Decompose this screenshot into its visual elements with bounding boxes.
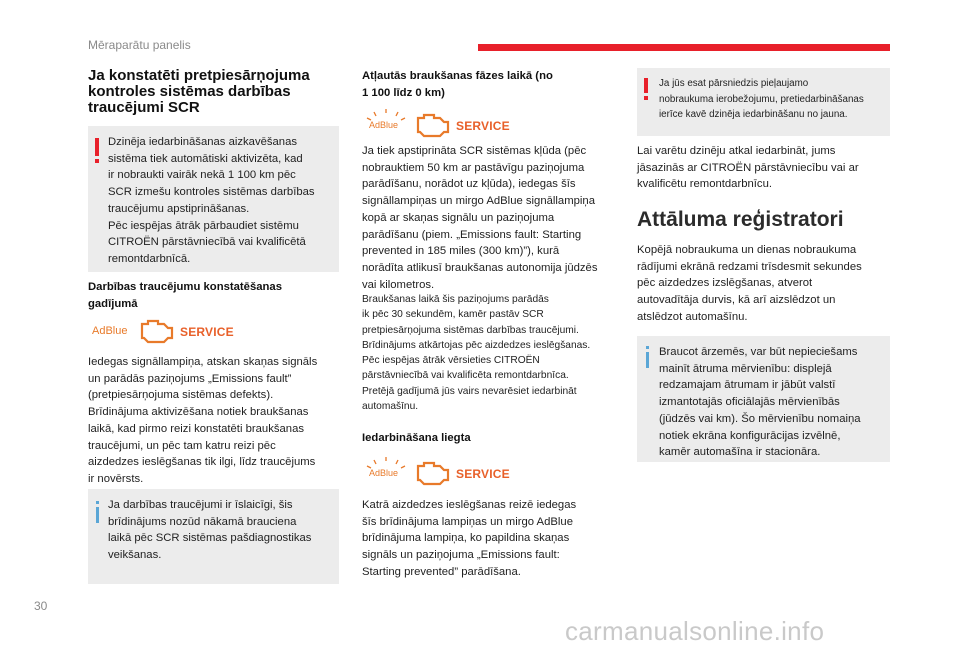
text-line: kopā ar skaņas signālu un paziņojuma xyxy=(362,211,555,224)
engine-icon xyxy=(412,110,452,140)
text-line: redzamajam ātrumam ir jābūt valstī xyxy=(659,379,836,392)
text-line: aizdedzes ieslēgšanas tik ilgi, līdz traucējums xyxy=(88,456,316,469)
text-line: izmantotajās oficiālajās mērvienībās xyxy=(659,396,840,409)
text-line: šīs brīdinājuma lampiņas un mirgo AdBlue xyxy=(362,515,573,528)
text-line: ik pēc 30 sekundēm, kamēr pastāv SCR xyxy=(362,309,544,321)
text-line: traucējumi, un pēc tam katru reizi pēc xyxy=(88,439,276,452)
text-line: Pēc iespējas ātrāk vērsieties CITROËN xyxy=(362,355,540,367)
text-line: remontdarbnīcā. xyxy=(108,252,191,265)
text-line: brīdinājums nozūd nākamā brauciena xyxy=(108,515,297,528)
text-line: veikšanas. xyxy=(108,549,162,562)
text-line: CITROËN pārstāvniecībā vai kvalificētā xyxy=(108,236,306,249)
col3-info-box xyxy=(637,336,890,462)
text-line: Pretējā gadījumā jūs vairs nevarēsiet iedarbināt xyxy=(362,385,577,397)
section-heading-line: kontroles sistēmas darbības xyxy=(88,83,291,100)
col2-subheading-1 xyxy=(362,68,612,101)
text-line: laikā pēc SCR sistēmas pašdiagnostikas xyxy=(108,532,312,545)
section-heading-line: traucējumi SCR xyxy=(88,99,200,116)
text-line: ir nobraukti vairāk nekā 1 100 km pēc xyxy=(108,169,296,182)
col2-body-1 xyxy=(362,143,622,293)
text-line: parādīšanu (piem. „Emissions fault: Starting xyxy=(362,228,582,241)
text-line: Ja tiek apstiprināta SCR sistēmas kļūda (pēc xyxy=(362,145,587,157)
subheading-line: 1 100 līdz 0 km) xyxy=(362,86,445,99)
text-line: parādīšanu, norādot uz kļūda), iedegas šīs xyxy=(362,178,576,191)
service-lamp-label: SERVICE xyxy=(180,325,234,339)
text-line: nobrauktiem 50 km ar pastāvīgu paziņojuma xyxy=(362,161,585,174)
col1-info-box xyxy=(88,489,339,584)
engine-icon xyxy=(136,316,176,346)
text-line: jāsazinās ar CITROËN pārstāvniecību vai ar xyxy=(637,161,859,174)
adblue-lamp-label: AdBlue xyxy=(369,468,399,478)
text-line: norādīta atlikusī braukšanas autonomija jūdzēs xyxy=(362,261,598,274)
text-line: (jūdzēs vai km). Šo mērvienību nomaiņa xyxy=(659,412,861,425)
text-line: Braukšanas laikā šis paziņojums parādās xyxy=(362,294,549,305)
text-line: Ja darbības traucējumi ir īslaicīgi, šis xyxy=(108,499,293,511)
text-line: mainīt ātruma mērvienību: displejā xyxy=(659,362,832,375)
subheading-line: Darbības traucējumu konstatēšanas xyxy=(88,281,282,293)
col3-body-1 xyxy=(637,143,897,193)
col1-heading xyxy=(88,68,348,116)
section-heading-odometers: Attāluma reģistratori xyxy=(637,208,844,231)
text-line: Katrā aizdedzes ieslēgšanas reizē iedegas xyxy=(362,499,577,511)
text-line: traucējumu apstiprināšanas. xyxy=(108,202,250,215)
text-line: Brīdinājums atkārtojas pēc aizdedzes ieslēgšanas. xyxy=(362,339,591,351)
col1-subheading xyxy=(88,279,348,312)
text-line: kamēr automašīna ir stacionāra. xyxy=(659,446,821,459)
text-line: automašīnu. xyxy=(362,401,419,413)
text-line: atslēdzot automašīnu. xyxy=(637,310,748,323)
col2-small-note xyxy=(362,292,622,414)
text-line: (pretpiesārņojuma sistēmas defekts). xyxy=(88,389,274,402)
text-line: Ja jūs esat pārsniedzis pieļaujamo xyxy=(659,78,809,89)
text-line: Dzinēja iedarbināšanas aizkavēšanas xyxy=(108,136,298,148)
adblue-lamp-label: AdBlue xyxy=(92,325,128,337)
text-line: sistēma tiek automātiski aktivizēta, kad xyxy=(108,152,303,165)
col2-warning-lamps-2 xyxy=(364,456,510,488)
text-line: Braucot ārzemēs, var būt nepieciešams xyxy=(659,346,858,358)
text-line: Starting prevented” parādīšana. xyxy=(362,565,521,578)
text-line: nobraukuma ierobežojumu, pretiedarbināšanas xyxy=(659,93,864,105)
text-line: Kopējā nobraukuma un dienas nobraukuma xyxy=(637,244,857,256)
text-line: Brīdinājuma aktivizēšana notiek braukšanas xyxy=(88,406,309,419)
text-line: prevented in 185 miles (300 km)”), kurā xyxy=(362,245,560,258)
text-line: autovadītāja durvis, kā arī aizslēdzot un xyxy=(637,294,836,307)
service-lamp-label: SERVICE xyxy=(456,119,510,133)
col2-body-2 xyxy=(362,497,622,581)
text-line: signāllampiņas un mirgo AdBlue signāllampiņa xyxy=(362,195,595,208)
subheading-line: Atļautās braukšanas fāzes laikā (no xyxy=(362,70,553,82)
subheading-line: gadījumā xyxy=(88,297,138,310)
text-line: brīdinājuma lampiņa, ko papildina skaņas xyxy=(362,532,570,545)
section-heading-line: Ja konstatēti pretpiesārņojuma xyxy=(88,67,310,84)
col3-warning-box xyxy=(637,68,890,136)
text-line: ierīce kavē dzinēja iedarbināšanu no jauna. xyxy=(659,109,848,120)
text-line: notiek ekrāna konfigurācijas izvēlnē, xyxy=(659,429,841,442)
col2-subheading-2: Iedarbināšana liegta xyxy=(362,432,471,444)
header-accent-bar xyxy=(478,44,890,51)
text-line: laikā, kad pirmo reizi konstatēti braukšanas xyxy=(88,422,304,435)
text-line: un parādās paziņojums „Emissions fault” xyxy=(88,372,292,385)
col1-body xyxy=(88,354,350,488)
text-line: pretpiesārņojuma sistēmas darbības traucējumi. xyxy=(362,324,579,336)
text-line: ir novērsts. xyxy=(88,472,144,485)
text-line: kvalificētu remontdarbnīcu. xyxy=(637,178,773,191)
engine-icon xyxy=(412,458,452,488)
col3-body-2 xyxy=(637,242,899,326)
col1-warning-lamps xyxy=(92,316,232,348)
col1-warning-box xyxy=(88,126,339,272)
text-line: rādījumi ekrānā redzami trīsdesmit sekundes xyxy=(637,260,862,273)
text-line: Lai varētu dzinēju atkal iedarbināt, jums xyxy=(637,145,836,157)
page-number: 30 xyxy=(34,599,48,613)
text-line: pārstāvniecībā vai kvalificēta remontdarbnīca. xyxy=(362,370,569,382)
col2-warning-lamps-1 xyxy=(364,108,510,140)
watermark-text: carmanualsonline.info xyxy=(565,616,825,646)
running-header: Mēraparātu panelis xyxy=(88,38,191,52)
text-line: pēc aizdedzes izslēgšanas, atverot xyxy=(637,277,813,290)
text-line: Pēc iespējas ātrāk pārbaudiet sistēmu xyxy=(108,219,299,232)
service-lamp-label: SERVICE xyxy=(456,467,510,481)
text-line: Iedegas signāllampiņa, atskan skaņas signāls xyxy=(88,356,318,368)
text-line: vai kilometros. xyxy=(362,278,435,291)
text-line: SCR izmešu kontroles sistēmas darbības xyxy=(108,186,315,199)
adblue-lamp-label: AdBlue xyxy=(369,120,399,130)
text-line: signāls un paziņojuma „Emissions fault: xyxy=(362,549,560,562)
